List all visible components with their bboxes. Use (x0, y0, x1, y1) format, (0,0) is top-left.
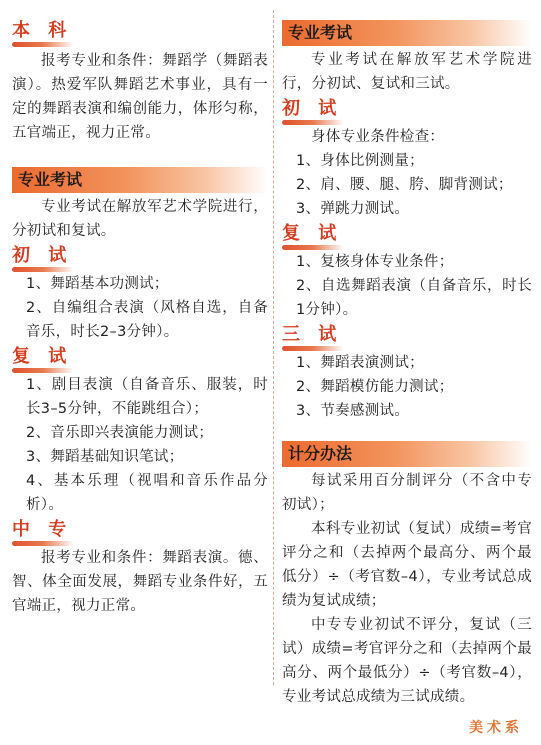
right-fushi-heading: 复 试 (282, 223, 342, 250)
right-fushi-item: 2、自选舞蹈表演（自备音乐，时长1分钟）。 (296, 278, 532, 318)
right-column (282, 0, 532, 709)
sanshi-item: 2、舞蹈模仿能力测试； (296, 379, 454, 395)
scoring-heading: 计分办法 (282, 441, 532, 467)
right-chushi-item: 3、弹跳力测试。 (296, 201, 410, 217)
left-fushi-heading: 复 试 (12, 346, 72, 373)
right-chushi-item: 1、身体比例测量； (296, 153, 424, 169)
right-exam-text: 专业考试在解放军艺术学院进行，分初试、复试和三试。 (282, 52, 532, 92)
left-chushi-heading: 初 试 (12, 245, 72, 272)
sanshi-heading: 三 试 (282, 324, 342, 351)
right-chushi-item: 2、肩、腰、腿、胯、脚背测试； (296, 177, 513, 193)
benke-heading: 本 科 (12, 20, 72, 47)
scoring-paragraph: 中专专业初试不评分，复试（三试）成绩=考官评分之和（去掉两个最高分、两个最低分）÷（考官数–4），专业考试总成绩为三试成绩。 (282, 617, 532, 705)
scoring-paragraph: 本科专业初试（复试）成绩=考官评分之和（去掉两个最高分、两个最低分）÷（考官数–4），专业考试总成绩为复试成绩； (282, 521, 532, 609)
right-fushi-item: 1、复核身体专业条件； (296, 254, 454, 270)
right-chushi-intro: 身体专业条件检查： (311, 129, 445, 145)
right-chushi-heading: 初 试 (282, 98, 342, 125)
left-column (12, 0, 268, 618)
left-chushi-item: 1、舞蹈基本功测试； (26, 276, 169, 292)
department-footer: 美术系 (469, 720, 523, 736)
scoring-paragraph: 每试采用百分制评分（不含中专初试）； (282, 473, 532, 513)
left-fushi-item: 1、剧目表演（自备音乐、服装，时长3–5分钟，不能跳组合）； (26, 377, 268, 417)
left-exam-text: 专业考试在解放军艺术学院进行，分初试和复试。 (12, 199, 268, 239)
left-fushi-item: 3、舞蹈基础知识笔试； (26, 449, 184, 465)
left-fushi-item: 2、音乐即兴表演能力测试； (26, 425, 214, 441)
zhongzhuan-heading: 中 专 (12, 519, 72, 546)
sanshi-item: 3、节奏感测试。 (296, 403, 410, 419)
zhongzhuan-text: 报考专业和条件：舞蹈表演。德、智、体全面发展，舞蹈专业条件好，五官端正，视力正常。 (12, 550, 268, 614)
column-divider (273, 10, 274, 685)
right-exam-heading: 专业考试 (282, 20, 532, 46)
sanshi-item: 1、舞蹈表演测试； (296, 355, 424, 371)
left-chushi-item: 2、自编组合表演（风格自选，自备音乐，时长2–3分钟）。 (26, 300, 268, 340)
left-exam-heading: 专业考试 (12, 167, 268, 193)
benke-text: 报考专业和条件：舞蹈学（舞蹈表演）。热爱军队舞蹈艺术事业，具有一定的舞蹈表演和编创能力，体形匀称，五官端正，视力正常。 (12, 53, 268, 141)
left-fushi-item: 4、基本乐理（视唱和音乐作品分析）。 (26, 473, 268, 513)
